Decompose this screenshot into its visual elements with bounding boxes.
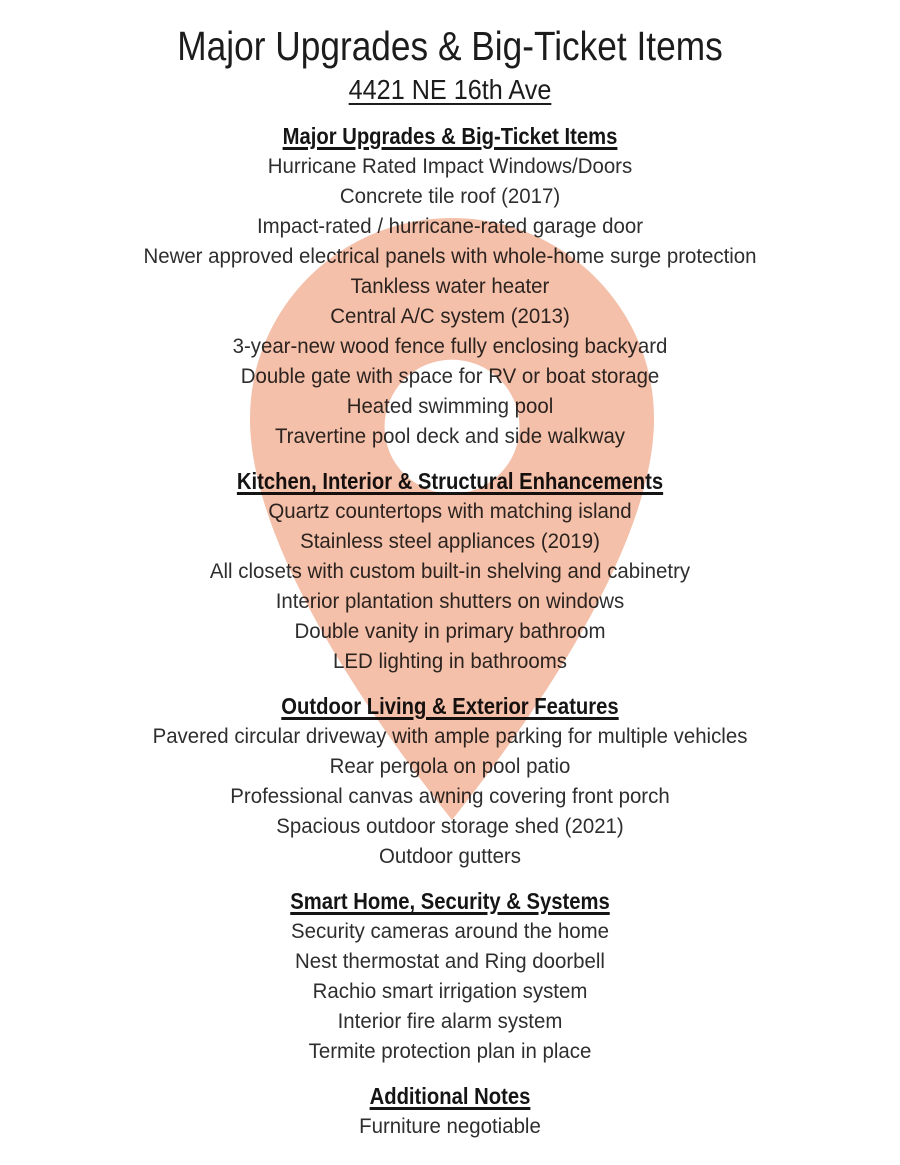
list-item: Concrete tile roof (2017) (339, 184, 561, 209)
list-item: Interior fire alarm system (337, 1009, 563, 1034)
list-item: LED lighting in bathrooms (333, 649, 567, 674)
section (0, 121, 900, 451)
list-item: Outdoor gutters (379, 844, 521, 869)
list-item: Newer approved electrical panels with whole-home surge protection (143, 244, 757, 269)
section-items (0, 916, 900, 1066)
list-item: Tankless water heater (350, 274, 550, 299)
section-heading: Major Upgrades & Big-Ticket Items (282, 123, 618, 150)
list-item: All closets with custom built-in shelving and cabinetry (209, 559, 691, 584)
list-item: Travertine pool deck and side walkway (274, 424, 626, 449)
list-item: Rear pergola on pool patio (329, 754, 571, 779)
section-heading: Smart Home, Security & Systems (290, 888, 610, 915)
list-item: Stainless steel appliances (2019) (300, 529, 600, 554)
list-item: Double vanity in primary bathroom (294, 619, 606, 644)
list-item: Termite protection plan in place (308, 1039, 592, 1064)
section (0, 1081, 900, 1141)
section-items (0, 151, 900, 451)
list-item: Nest thermostat and Ring doorbell (295, 949, 605, 974)
list-item: Central A/C system (2013) (330, 304, 570, 329)
list-item: Security cameras around the home (291, 919, 609, 944)
section-heading: Additional Notes (369, 1083, 531, 1110)
section-items (0, 1111, 900, 1141)
list-item: Quartz countertops with matching island (268, 499, 632, 524)
list-item: Interior plantation shutters on windows (275, 589, 625, 614)
section-heading: Kitchen, Interior & Structural Enhancements (236, 468, 664, 495)
section (0, 691, 900, 871)
address-subtitle: 4421 NE 16th Ave (348, 74, 552, 106)
section-items (0, 721, 900, 871)
section-heading: Outdoor Living & Exterior Features (281, 693, 619, 720)
list-item: Furniture negotiable (359, 1114, 541, 1139)
sections (0, 121, 900, 1141)
list-item: Professional canvas awning covering front porch (230, 784, 670, 809)
list-item: Rachio smart irrigation system (312, 979, 588, 1004)
section-items (0, 496, 900, 676)
section (0, 466, 900, 676)
list-item: 3-year-new wood fence fully enclosing backyard (232, 334, 668, 359)
list-item: Spacious outdoor storage shed (2021) (276, 814, 624, 839)
list-item: Heated swimming pool (346, 394, 554, 419)
list-item: Pavered circular driveway with ample parking for multiple vehicles (152, 724, 748, 749)
list-item: Double gate with space for RV or boat storage (240, 364, 660, 389)
section (0, 886, 900, 1066)
list-item: Hurricane Rated Impact Windows/Doors (267, 154, 633, 179)
page-title: Major Upgrades & Big-Ticket Items (177, 23, 723, 69)
list-item: Impact-rated / hurricane-rated garage door (256, 214, 643, 239)
